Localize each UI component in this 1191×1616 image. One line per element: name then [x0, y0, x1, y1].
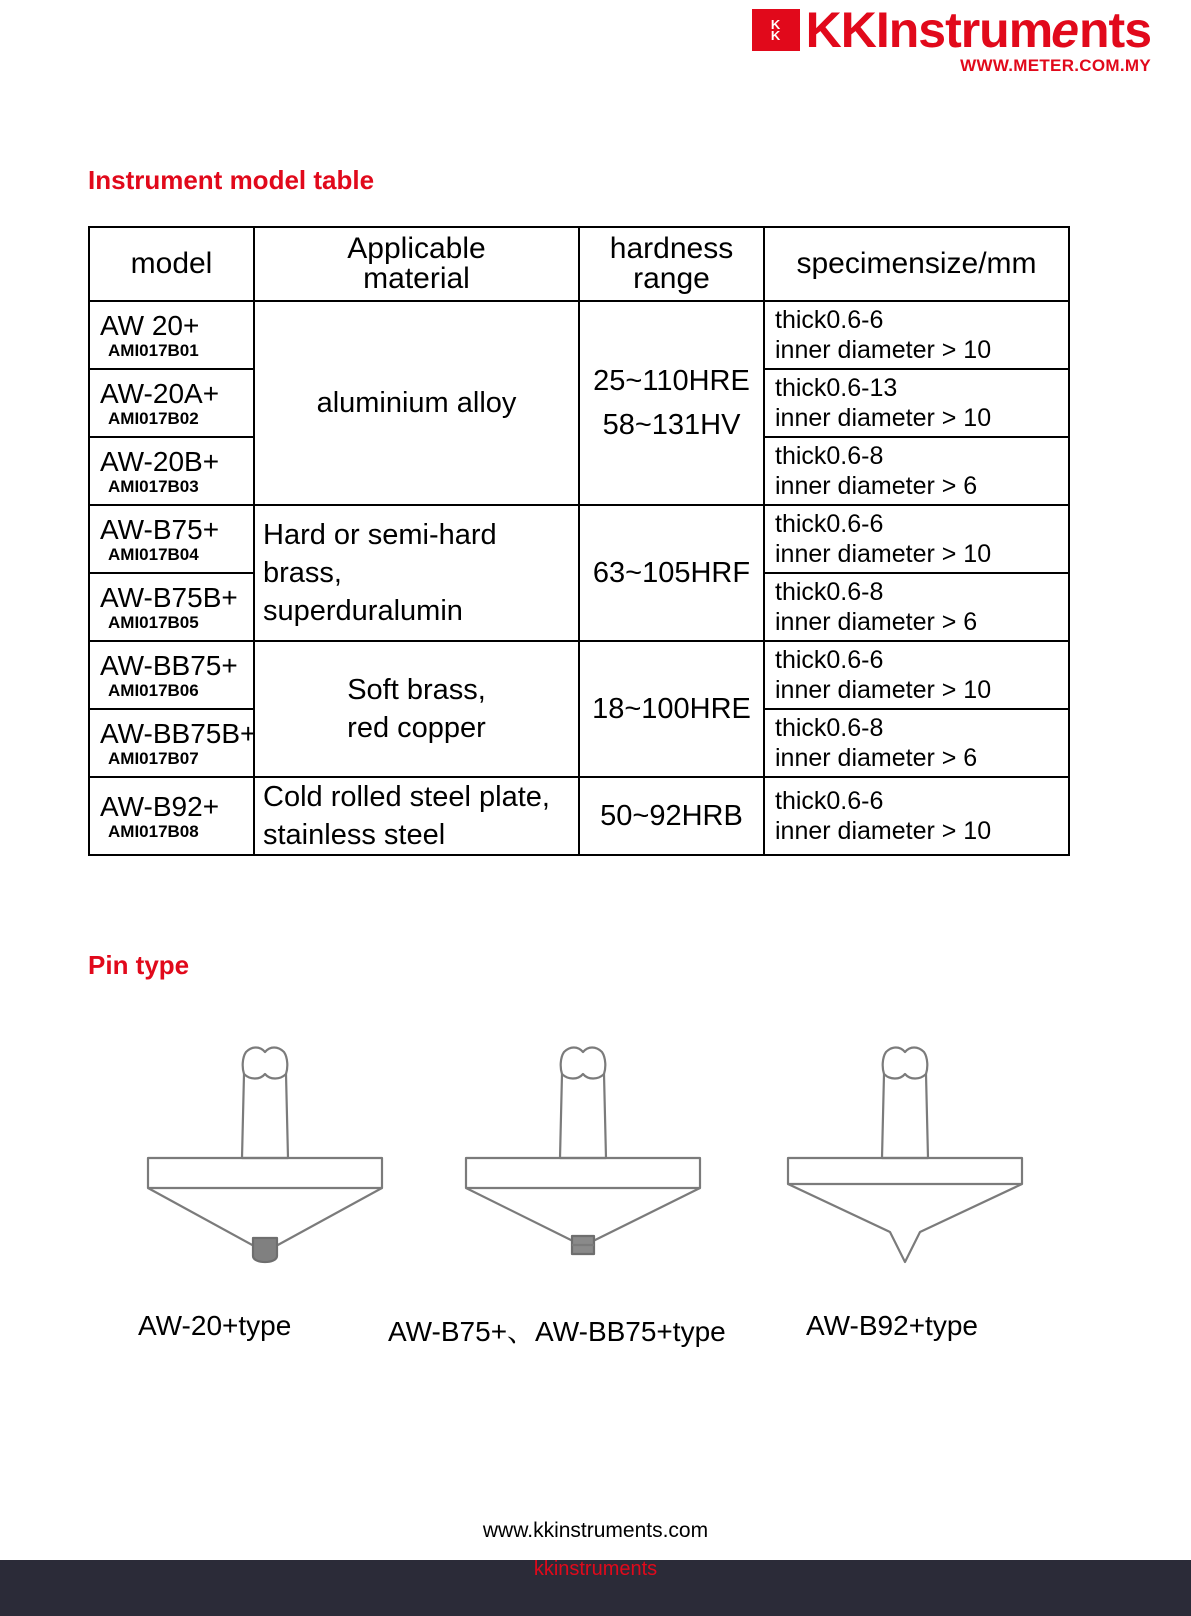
model-code: AMI017B08: [108, 821, 199, 841]
brand-website: WWW.METER.COM.MY: [960, 56, 1151, 75]
footer-bar: [0, 1560, 1191, 1616]
model-name: AW-BB75B+: [100, 717, 257, 749]
hardness-line1: 25~110HRE: [593, 365, 750, 397]
size-inner-diameter: inner diameter > 6: [775, 472, 978, 500]
header-material: [254, 227, 579, 301]
table-row: [89, 641, 1069, 709]
size-cell: [764, 369, 1069, 437]
model-cell: [89, 369, 254, 437]
header-hardness: [579, 227, 764, 301]
material-line1: Cold rolled steel plate,: [263, 781, 550, 813]
size-cell: [764, 573, 1069, 641]
size-inner-diameter: inner diameter > 10: [775, 817, 992, 845]
size-cell: [764, 505, 1069, 573]
model-cell: [89, 709, 257, 777]
model-name: AW-20B+: [100, 445, 220, 477]
header-hardness-line2: range: [633, 262, 710, 295]
size-inner-diameter: inner diameter > 10: [775, 676, 992, 704]
pin-diagrams: [88, 1040, 1098, 1280]
brand-logo: [752, 2, 1151, 76]
kk-mark-letters: K K: [770, 17, 781, 43]
size-thickness: thick0.6-13: [775, 374, 898, 402]
model-name: AW-20A+: [100, 377, 220, 409]
size-inner-diameter: inner diameter > 6: [775, 744, 978, 772]
hardness-cell-group2: 63~105HRF: [579, 505, 764, 641]
brand-wordmark: [805, 2, 1151, 58]
header-hardness-line1: hardness: [609, 232, 734, 265]
material-line1: Soft brass,: [347, 674, 486, 706]
model-name: AW-B75B+: [100, 581, 238, 613]
model-cell: [89, 641, 254, 709]
size-cell: [764, 437, 1069, 505]
size-inner-diameter: inner diameter > 10: [775, 540, 992, 568]
header-specimen-size: specimensize/mm: [764, 227, 1069, 301]
pin-diagram-aw-b75-bb75: [456, 1040, 716, 1270]
kk-mark-icon: [752, 9, 800, 51]
header-material-line1: Applicable: [347, 232, 486, 265]
material-line2: red copper: [347, 712, 486, 744]
model-cell: [89, 301, 254, 369]
table-row: [89, 777, 1069, 855]
header-material-line2: material: [363, 262, 470, 295]
table-header-row: [89, 227, 1069, 301]
size-thickness: thick0.6-8: [775, 578, 884, 606]
size-thickness: thick0.6-6: [775, 646, 884, 674]
model-code: AMI017B05: [108, 612, 199, 632]
size-thickness: thick0.6-8: [775, 714, 884, 742]
model-code: AMI017B07: [108, 748, 199, 768]
size-cell: [764, 777, 1069, 855]
size-inner-diameter: inner diameter > 6: [775, 608, 978, 636]
material-line2: stainless steel: [263, 819, 446, 851]
pin-label-aw-20: AW-20+type: [138, 1310, 292, 1341]
footer-website-url[interactable]: www.kkinstruments.com: [482, 1519, 709, 1542]
logo-row: [752, 2, 1151, 58]
size-cell: [764, 709, 1069, 777]
pin-labels: [88, 1310, 1098, 1360]
size-cell: [764, 301, 1069, 369]
model-cell: [89, 777, 254, 855]
model-code: AMI017B06: [108, 680, 199, 700]
model-code: AMI017B03: [108, 476, 199, 496]
model-name: AW 20+: [100, 309, 200, 341]
model-cell: [89, 437, 254, 505]
material-line1: Hard or semi-hard brass,: [263, 519, 497, 589]
model-code: AMI017B01: [108, 340, 199, 360]
table-row: [89, 505, 1069, 573]
pin-label-aw-b92: AW-B92+type: [806, 1310, 978, 1341]
size-thickness: thick0.6-6: [775, 510, 884, 538]
lightning-bolt-icon: e: [1046, 2, 1085, 58]
material-line2: superduralumin: [263, 595, 463, 627]
pin-diagram-aw-20: [138, 1040, 398, 1270]
hardness-cell-group4: 50~92HRB: [579, 777, 764, 855]
hardness-cell-group3: 18~100HRE: [579, 641, 764, 777]
model-code: AMI017B02: [108, 408, 199, 428]
hardness-line2: 58~131HV: [602, 409, 741, 441]
material-cell-group3: [254, 641, 579, 777]
material-cell-group2: [254, 505, 579, 641]
model-code: AMI017B04: [108, 544, 199, 564]
table-row: [89, 301, 1069, 369]
size-thickness: thick0.6-6: [775, 787, 884, 815]
model-cell: [89, 505, 254, 573]
size-thickness: thick0.6-6: [775, 306, 884, 334]
model-name: AW-B92+: [100, 790, 220, 822]
hardness-cell-group1: [579, 301, 764, 505]
instrument-model-table: [88, 226, 1070, 856]
model-name: AW-B75+: [100, 513, 220, 545]
model-cell: [89, 573, 254, 641]
section-title-instrument-model-table: Instrument model table: [88, 165, 375, 195]
header-model: model: [89, 227, 254, 301]
section-title-pin-type: Pin type: [88, 950, 190, 980]
brand-name-pre: KKInstrum: [805, 2, 1053, 58]
material-cell-group4: [254, 777, 579, 855]
brand-name-post: nts: [1079, 2, 1151, 58]
size-inner-diameter: inner diameter > 10: [775, 336, 992, 364]
footer-bar-text: kkinstruments: [533, 1558, 658, 1580]
size-thickness: thick0.6-8: [775, 442, 884, 470]
pin-diagram-aw-b92: [778, 1040, 1038, 1270]
size-cell: [764, 641, 1069, 709]
model-name: AW-BB75+: [100, 649, 238, 681]
pin-label-aw-b75-bb75: AW-B75+、AW-BB75+type: [388, 1316, 726, 1347]
material-cell-group1: aluminium alloy: [254, 301, 579, 505]
size-inner-diameter: inner diameter > 10: [775, 404, 992, 432]
